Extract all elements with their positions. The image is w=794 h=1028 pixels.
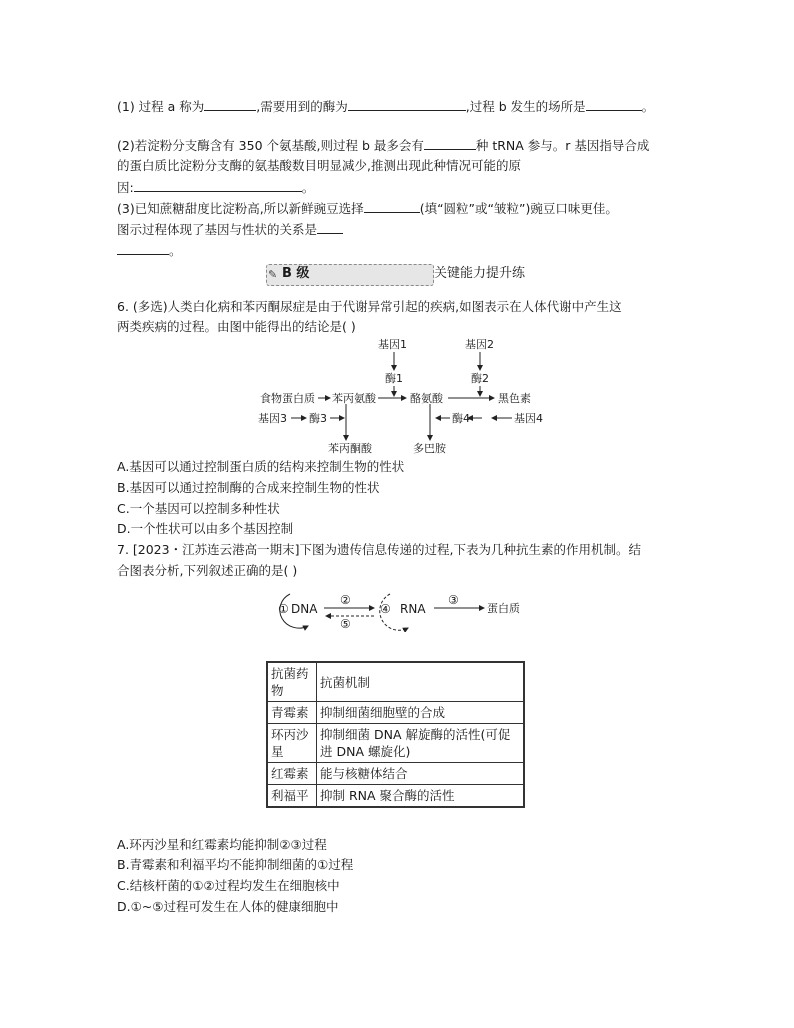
q6-option-a[interactable]: A.基因可以通过控制蛋白质的结构来控制生物的性状 — [117, 459, 405, 474]
table-header-row — [267, 662, 524, 702]
answer-blank[interactable] — [586, 97, 642, 111]
answer-blank[interactable] — [424, 136, 476, 150]
q7-option-a[interactable]: A.环丙沙星和红霉素均能抑制②③过程 — [117, 837, 327, 852]
table-cell: 能与核糖体结合 — [317, 763, 525, 785]
q6-stem-line2: 两类疾病的过程。由图中能得出的结论是( ) — [117, 319, 356, 334]
q6-option-d[interactable]: D.一个性状可以由多个基因控制 — [117, 521, 294, 536]
pencil-icon: ✎ — [268, 268, 278, 281]
table-cell: 环丙沙星 — [267, 724, 317, 763]
gene2-label: 基因2 — [465, 338, 494, 351]
enzyme2-label: 酶2 — [471, 372, 489, 385]
process-2-label: ② — [340, 593, 351, 607]
q7-stem-line2: 合图表分析,下列叙述正确的是( ) — [117, 563, 298, 578]
q5-part3-text-b: (填“圆粒”或“皱粒”)豌豆口味更佳。 — [419, 201, 618, 216]
q5-part2-line3 — [117, 178, 314, 197]
antibiotic-table — [266, 661, 525, 808]
table-header-cell: 抗菌药物 — [267, 662, 317, 702]
table-cell: 利福平 — [267, 785, 317, 808]
q5-part3-text-a: (3)已知蔗糖甜度比淀粉高,所以新鲜豌豆选择 — [117, 201, 364, 216]
melanin-label: 黑色素 — [498, 392, 531, 405]
q5-part1-text-a: (1) 过程 a 称为 — [117, 99, 205, 114]
table-cell: 青霉素 — [267, 702, 317, 724]
process-3-label: ③ — [448, 593, 459, 607]
dna-label: DNA — [291, 602, 318, 616]
q6-option-c[interactable]: C.一个基因可以控制多种性状 — [117, 501, 280, 516]
answer-blank[interactable] — [317, 220, 343, 234]
q5-part3-text-d: 。 — [169, 243, 182, 258]
answer-blank[interactable] — [117, 241, 169, 255]
enzyme4-label: 酶4 — [452, 412, 470, 425]
rna-label: RNA — [400, 602, 426, 616]
tyrosine-label: 酪氨酸 — [410, 392, 443, 405]
enzyme3-label: 酶3 — [309, 412, 327, 425]
process-4-label: ④ — [380, 602, 391, 616]
gene1-label: 基因1 — [378, 338, 407, 351]
answer-blank[interactable] — [348, 97, 466, 111]
answer-blank[interactable] — [134, 178, 302, 192]
answer-blank[interactable] — [364, 199, 420, 213]
table-cell: 抑制细菌 DNA 解旋酶的活性(可促进 DNA 螺旋化) — [317, 724, 525, 763]
q5-part3-text-c: 图示过程体现了基因与性状的关系是 — [117, 222, 318, 237]
table-cell: 红霉素 — [267, 763, 317, 785]
q6-stem-line1: 6. (多选)人类白化病和苯丙酮尿症是由于代谢异常引起的疾病,如图表示在人体代谢中产生这 — [117, 299, 622, 314]
q5-part2-text-a: (2)若淀粉分支酶含有 350 个氨基酸,则过程 b 最多会有 — [117, 138, 424, 153]
table-header-cell: 抗菌机制 — [317, 662, 525, 702]
q7-stem-line1: 7. [2023・江苏连云港高一期末]下图为遗传信息传递的过程,下表为几种抗生素的作用机制。结 — [117, 542, 641, 557]
protein-label: 蛋白质 — [487, 602, 520, 615]
enzyme1-label: 酶1 — [385, 372, 403, 385]
q5-part2-line1 — [117, 136, 649, 155]
table-cell: 抑制 RNA 聚合酶的活性 — [317, 785, 525, 808]
q5-part3-line2 — [117, 220, 343, 239]
q7-option-b[interactable]: B.青霉素和利福平均不能抑制细菌的①过程 — [117, 857, 354, 872]
section-level-label: B 级 — [282, 266, 310, 281]
gene3-label: 基因3 — [258, 412, 287, 425]
genetic-information-flow-diagram — [268, 586, 538, 632]
gene4-label: 基因4 — [514, 412, 543, 425]
dopamine-label: 多巴胺 — [413, 442, 446, 455]
q5-part3-line1 — [117, 199, 618, 218]
table-row — [267, 785, 524, 808]
section-title: 关键能力提升练 — [434, 266, 526, 281]
q5-part1-text-c: ,过程 b 发生的场所是 — [465, 99, 586, 114]
q5-part1-text-d: 。 — [641, 99, 655, 114]
q7-option-d[interactable]: D.①~⑤过程可发生在人体的健康细胞中 — [117, 899, 339, 914]
process-1-label: ① — [278, 602, 289, 616]
phenylpyruvic-acid-label: 苯丙酮酸 — [328, 442, 372, 455]
table-row — [267, 763, 524, 785]
table-row — [267, 702, 524, 724]
q5-part2-text-d: 。 — [301, 180, 315, 195]
table-cell: 抑制细菌细胞壁的合成 — [317, 702, 525, 724]
q7-option-c[interactable]: C.结核杆菌的①②过程均发生在细胞核中 — [117, 878, 340, 893]
answer-blank[interactable] — [204, 97, 256, 111]
q6-option-b[interactable]: B.基因可以通过控制酶的合成来控制生物的性状 — [117, 480, 380, 495]
table-row — [267, 724, 524, 763]
q5-part1-text-b: ,需要用到的酶为 — [256, 99, 348, 114]
food-protein-label: 食物蛋白质 — [260, 392, 315, 405]
q5-part2-text-b: 种 tRNA 参与。r 基因指导合成 — [475, 138, 650, 153]
q5-part1-line — [117, 97, 654, 116]
metabolism-pathway-diagram — [250, 336, 550, 458]
q5-part2-text-c: 因: — [117, 180, 134, 195]
q5-part2-line2: 的蛋白质比淀粉分支酶的氨基酸数目明显减少,推测出现此种情况可能的原 — [117, 158, 521, 173]
q5-part3-line3 — [117, 241, 182, 260]
phenylalanine-label: 苯丙氨酸 — [332, 392, 376, 405]
process-5-label: ⑤ — [340, 617, 351, 631]
